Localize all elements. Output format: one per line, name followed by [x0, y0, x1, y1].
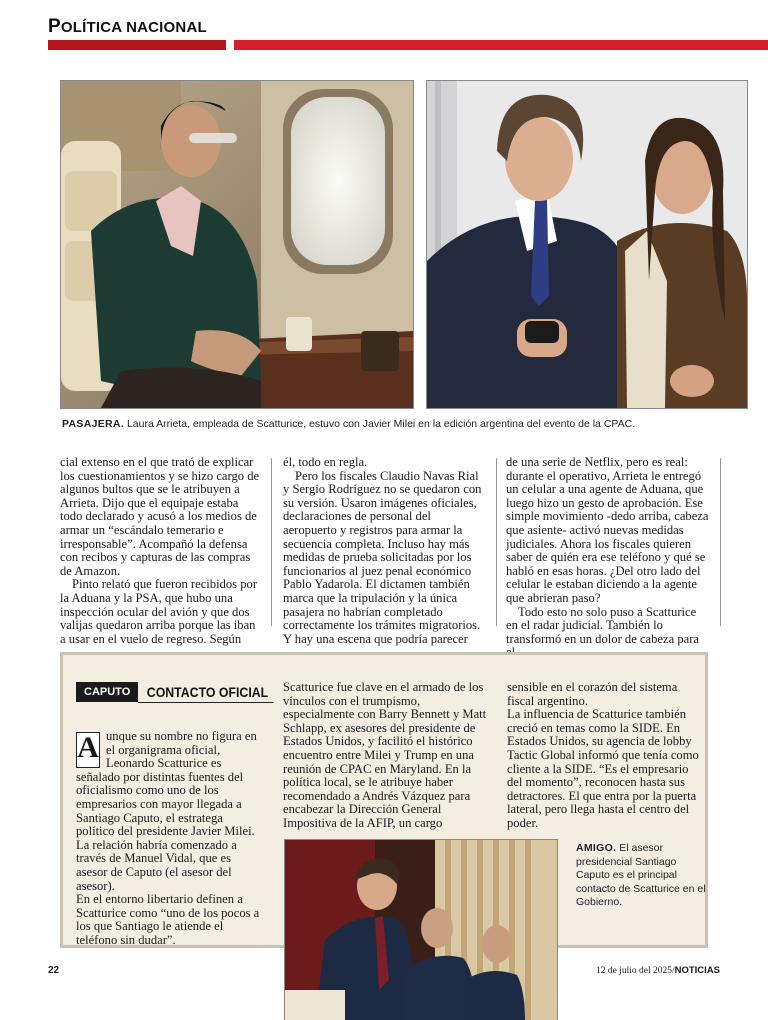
article-column-2	[283, 456, 485, 646]
box-column-1	[76, 730, 262, 948]
box-col3-para1: sensible en el corazón del sistema fiscal argentino.	[507, 680, 678, 708]
photo-caption-amigo	[576, 842, 706, 910]
amigo-label: AMIGO.	[576, 842, 617, 854]
section-title-initial: P	[48, 16, 61, 37]
photo-caputo	[284, 839, 558, 1020]
section-title	[48, 16, 207, 38]
box-kicker	[76, 682, 292, 702]
caption-text: Laura Arrieta, empleada de Scatturice, estuvo con Javier Milei en la edición argentina del evento de la CPAC.	[124, 418, 636, 430]
article-col1-para2: Pinto relató que fueron recibidos por la Aduana y la PSA, que hubo una inspección ocular del avión y que dos valijas quedaron arriba porque las iban a usar en el vuelo de regreso. Según	[60, 577, 258, 646]
photo-arrieta-plane-image	[61, 81, 413, 408]
box-col1-para2: En el entorno libertario definen a Scatturice como “uno de los pocos a los que Santiago le atiende el teléfono sin dudar”.	[76, 892, 260, 947]
kicker-title: CONTACTO OFICIAL	[138, 682, 273, 703]
kicker-tag: CAPUTO	[76, 682, 138, 702]
article-col2-para2: Pero los fiscales Claudio Navas Rial y Sergio Rodríguez no se quedaron con su versión. Usaron imágenes oficiales, declaraciones de personal del aeropuerto y registros para armar la secuencia completa. Incluso hay más medidas de prueba solicitadas por los funcionarios al juez penal económico Pablo Yadarola. El dictamen también marca que la tripulación y la única pasajera no habrían completado correctamente los trámites migratorios. Y hay una escena que podría parecer	[283, 468, 482, 646]
box-col2-para1: Scatturice fue clave en el armado de los vínculos con el trumpismo, especialmente con Barry Bennett y Matt Schlapp, ex asesores del presidente de Estados Unidos, y facilitó el histórico encuentro entre Milei y Trump en una reunión de CPAC en Maryland. En la política local, se le atribuye haber recomendado a Andrés Vázquez para encabezar la Dirección General Impositiva de la AFIP, un cargo	[283, 680, 487, 830]
footer-date-text: 12 de julio del 2025/	[595, 966, 675, 976]
article-col3-para1: de una serie de Netflix, pero es real: durante el operativo, Arrieta le entregó un celular a una agente de Aduana, que luego hizo un gesto de aprobación. Ese simple movimiento -dedo arriba, cabeza que asiente- activó nuevas medidas judiciales. Ahora los fiscales quieren saber de quién era ese teléfono y qué se habló en esas horas. ¿Del otro lado del celular le estaban diciendo a la agente que abrieran paso?	[506, 455, 709, 605]
magazine-name: NOTICIAS	[674, 965, 720, 976]
amigo-text: El asesor presidencial Santiago Caputo es el principal contacto de Scatturice en el Gobierno.	[576, 842, 706, 908]
section-bar-red	[234, 40, 768, 50]
box-column-2	[283, 681, 487, 831]
photo-arrieta-plane	[60, 80, 414, 409]
photo-milei-arrieta	[426, 80, 748, 409]
box-column-3	[507, 681, 699, 831]
box-col3-para2: La influencia de Scatturice también creció en temas como la SIDE. En Estados Unidos, su agencia de lobby Tactic Global informó que tenía como cliente a la SIDE. “Es el empresario del momento”, reconocen hasta sus detractores. El que entra por la puerta lateral, pero llega hasta el centro del poder.	[507, 707, 699, 830]
section-title-rest: OLÍTICA NACIONAL	[60, 19, 207, 36]
photo-caputo-image	[285, 840, 557, 1020]
column-rule	[720, 458, 721, 626]
column-rule	[271, 458, 272, 626]
column-rule	[496, 458, 497, 626]
article-col1-para1: cial extenso en el que trató de explicar los cuestionamientos y se hizo cargo de algunos bultos que se le atribuyen a Arrieta. Dijo que el equipaje estaba todo declarado y acusó a los medios de armar un “escándalo temerario e irresponsable”. Acompañó la defensa con recibos y capturas de las compras de Amazon.	[60, 455, 260, 578]
drop-cap: A	[76, 732, 100, 768]
article-col3-para2: Todo esto no solo puso a Scatturice en el radar judicial. También lo transformó en un dolor de cabeza para	[506, 604, 700, 646]
photo-caption	[62, 418, 752, 430]
page-number: 22	[48, 965, 60, 976]
caption-label: PASAJERA.	[62, 418, 125, 430]
footer-date	[580, 965, 720, 976]
section-bar-dark	[48, 40, 226, 50]
article-column-3	[506, 456, 710, 660]
article-column-1	[60, 456, 262, 646]
box-col1-para1: unque su nombre no figura en el organigrama oficial, Leonardo Scatturice es señalado por distintas fuentes del oficialismo como uno de los empresarios con mayor llegada a Santiago Caputo, el estratega político del presidente Javier Milei. La relación habría comenzado a través de Manuel Vidal, que es asesor de Caputo (el asesor del asesor).	[76, 729, 257, 893]
photo-milei-arrieta-image	[427, 81, 747, 408]
article-col2-para1: él, todo en regla.	[283, 455, 368, 469]
